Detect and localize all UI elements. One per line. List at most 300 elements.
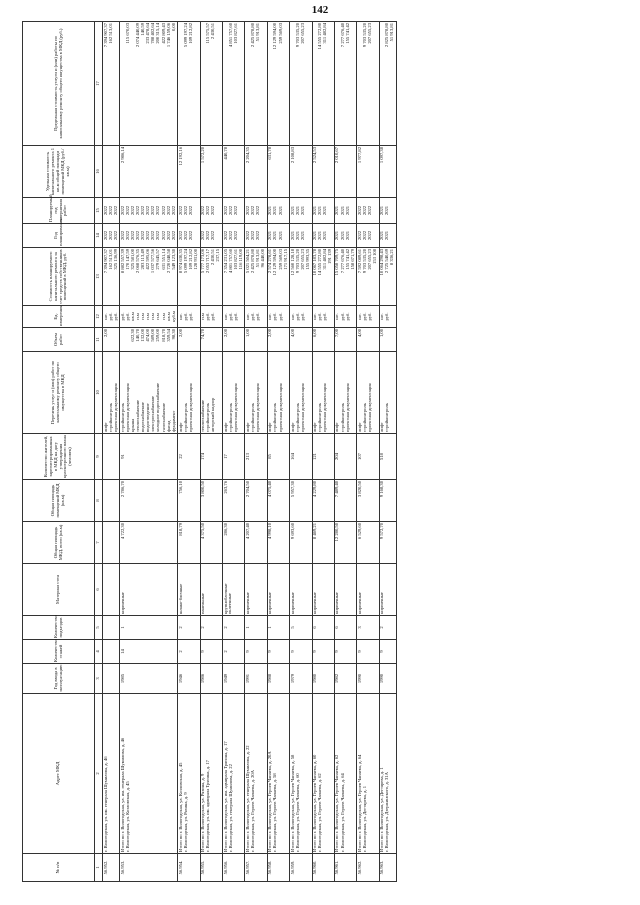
- cell-year: 1990: [357, 664, 379, 694]
- cell-limit: [200, 22, 222, 146]
- cell-line: руб.: [299, 312, 305, 321]
- cell-plan: [245, 224, 267, 248]
- cell-line: [114, 23, 119, 144]
- cell-line: [368, 329, 373, 350]
- cell-line: 2022: [227, 230, 233, 241]
- cell-line: 7 394 907,37: [102, 23, 108, 48]
- cell-line: Итого по г. Вологодская, ул. Дегтярева, д. 1: [379, 767, 385, 852]
- column-number: 1: [95, 854, 103, 882]
- cell-line: проектная документация: [299, 383, 305, 432]
- table-row: [312, 22, 334, 882]
- cell-line: 2022: [155, 205, 161, 216]
- cell-line: 2 053 717,17: [205, 249, 211, 274]
- cell-line: руб.: [272, 312, 278, 321]
- cell-material: крупноблочные оклеенные: [223, 564, 245, 616]
- cell-line: стройконтроль: [384, 403, 390, 432]
- cell-area-rooms: 4 075,40: [267, 480, 289, 522]
- cell-line: руб.: [339, 312, 345, 321]
- cell-floors: 9: [200, 640, 222, 664]
- cell-plan: [178, 224, 200, 248]
- cell-line: п.м: [200, 313, 206, 320]
- cell-line: 2022: [361, 205, 367, 216]
- cell-entrances: 1: [267, 616, 289, 640]
- cell-line: 140,70: [135, 329, 141, 342]
- cell-line: Итого по г. Вологодская, ул. Героев Чапаева, д. 62: [334, 754, 340, 852]
- cell-line: [234, 329, 239, 350]
- cell-done: [267, 198, 289, 224]
- table-row: [334, 22, 356, 882]
- cell-line: 2022: [367, 230, 372, 241]
- cell-line: 2021: [294, 230, 300, 241]
- cell-cost: [290, 248, 312, 306]
- cell-entrances: 2: [200, 616, 222, 640]
- cell-line: 2022: [177, 205, 183, 216]
- cell-line: проектная документация: [322, 383, 328, 432]
- cell-line: 259 569,03: [277, 23, 283, 44]
- cell-floors: 9: [357, 640, 379, 664]
- cell-volume: [290, 328, 312, 352]
- cell-line: 1,00: [379, 329, 385, 338]
- cell-line: [346, 329, 351, 350]
- cell-line: 2022: [177, 230, 183, 241]
- cell-line: Итого по г. Вологодская, ул. им. адмирала Трясина, д. 17: [222, 741, 228, 852]
- cell-cost: [267, 248, 289, 306]
- cell-line: 1 746 159,06: [165, 23, 171, 48]
- cell-line: 2021: [322, 205, 328, 216]
- cell-cost: [223, 248, 245, 306]
- cell-line: 8 974 630,35: [177, 249, 183, 274]
- cell-line: 140,59: [140, 23, 146, 36]
- cell-line: 9 703 535,20: [294, 249, 300, 274]
- cell-line: 818,70: [160, 329, 166, 342]
- cell-cost: [103, 248, 120, 306]
- cell-line: 2021: [267, 230, 273, 241]
- cell-line: 7 277 676,40: [339, 23, 345, 48]
- cell-line: 259 569,03: [277, 249, 283, 270]
- cell-volume: [334, 328, 356, 352]
- cell-line: 8 336,21: [389, 249, 395, 266]
- cell-cost: [334, 248, 356, 306]
- column-number: 9: [95, 434, 103, 480]
- cell-line: кв.м: [165, 312, 171, 321]
- cell-line: 2021: [289, 230, 295, 241]
- cell-line: [323, 329, 328, 350]
- cell-specific: 2 010,67: [334, 146, 356, 198]
- cell-address: [245, 694, 267, 854]
- cell-cost: [200, 248, 222, 306]
- cell-line: п.м: [145, 313, 151, 320]
- cell-line: [385, 329, 390, 350]
- cell-works: [200, 352, 222, 434]
- cell-works: [379, 352, 396, 434]
- cell-material: [103, 564, 120, 616]
- rotated-table-wrapper: [22, 22, 620, 882]
- cell-line: [211, 329, 216, 350]
- cell-line: холодное водоснабжение: [155, 382, 161, 432]
- cell-line: 2022: [210, 205, 216, 216]
- cell-floors: 9: [312, 640, 334, 664]
- cell-line: лифт: [102, 422, 108, 432]
- cell-line: 2021: [344, 230, 350, 241]
- cell-line: 5 099 197,24: [182, 23, 188, 48]
- cell-line: 2022: [182, 230, 188, 241]
- cell-unit: [223, 306, 245, 328]
- cell-area: 9 693,60: [290, 522, 312, 564]
- table-row: [103, 22, 120, 882]
- cell-line: 2022: [182, 205, 188, 216]
- cell-entrances: 2: [178, 616, 200, 640]
- cell-residents: 121: [312, 434, 334, 480]
- cell-line: 2021: [272, 205, 278, 216]
- cell-line: руб.: [232, 312, 238, 321]
- cell-material: кирпичные: [357, 564, 379, 616]
- cell-line: 2022: [205, 205, 211, 216]
- cell-line: 2022: [160, 230, 166, 241]
- cell-line: водоснабжение: [140, 402, 146, 432]
- cell-cost: [312, 248, 334, 306]
- cell-line: лифт: [289, 422, 295, 432]
- cell-area: 4 998,10: [267, 522, 289, 564]
- cell-line: лифт: [177, 422, 183, 432]
- cell-line: 207 655,23: [299, 249, 305, 270]
- cell-line: 2 430,51: [210, 23, 216, 40]
- cell-line: 2022: [107, 205, 113, 216]
- cell-area: 4 207,40: [245, 522, 267, 564]
- cell-area: 6 529,60: [357, 522, 379, 564]
- cell-works: [334, 352, 356, 434]
- cell-line: руб.: [277, 312, 283, 321]
- cell-line: 2021: [294, 205, 300, 216]
- column-number: 13: [95, 248, 103, 306]
- cell-limit: [312, 22, 334, 146]
- cell-line: 2022: [244, 230, 250, 241]
- cell-entrances: 2: [379, 616, 396, 640]
- cell-plan: [357, 224, 379, 248]
- cell-floors: 2: [178, 640, 200, 664]
- cell-line: 2022: [170, 205, 176, 216]
- cell-line: Итого по г. Вологодская, ул. Козловская, д. 45: [177, 762, 183, 852]
- cell-line: руб.: [119, 312, 125, 321]
- cell-line: 2,00: [102, 329, 108, 338]
- cell-line: 631 551,14: [160, 249, 166, 270]
- cell-line: 2022: [244, 205, 250, 216]
- cell-line: 51 913,81: [255, 23, 261, 42]
- cell-line: 2021: [277, 205, 283, 216]
- cell-year: [103, 664, 120, 694]
- cell-line: 7 354 231,05: [222, 249, 228, 274]
- table-row: [120, 22, 178, 882]
- cell-line: 2022: [129, 205, 135, 216]
- cell-address: [120, 694, 178, 854]
- cell-line: 2022: [227, 205, 233, 216]
- cell-line: 128 931,00: [193, 249, 199, 270]
- cell-unit: [103, 306, 120, 328]
- cell-line: стройконтроль: [361, 403, 367, 432]
- cell-line: 2,00: [177, 329, 183, 338]
- cell-line: 283 113,49: [140, 249, 146, 270]
- cell-line: 2022: [140, 205, 146, 216]
- cell-line: руб.: [227, 312, 233, 321]
- cell-volume: [245, 328, 267, 352]
- column-header: Удельная стоимость капитального ремонта 1 кв.м общей площади помещений МКД (руб./кв.м): [23, 146, 95, 198]
- cell-year: 1990: [379, 664, 396, 694]
- cell-area-rooms: [103, 480, 120, 522]
- cell-line: г. Вологодская, ул. Героев Чапаева, д. 60: [294, 773, 300, 852]
- cell-line: 2022: [255, 205, 261, 216]
- cell-floors: 9: [334, 640, 356, 664]
- cell-line: лифт: [267, 422, 273, 432]
- cell-specific: 631,78: [267, 146, 289, 198]
- cell-line: руб.: [384, 312, 390, 321]
- cell-num: 56.953.: [120, 854, 178, 882]
- cell-works: [178, 352, 200, 434]
- cell-line: г. Вологодская, ул. Дегтярева, д. 1: [361, 785, 367, 852]
- cell-line: 5 099 197,24: [182, 249, 188, 274]
- cell-specific: 2 986,14: [120, 146, 178, 198]
- cell-line: шт.: [312, 313, 318, 320]
- cell-line: 2022: [102, 230, 108, 241]
- cell-entrances: 3: [357, 616, 379, 640]
- cell-volume: [379, 328, 396, 352]
- cell-plan: [223, 224, 245, 248]
- cell-unit: [334, 306, 356, 328]
- cell-line: руб.: [317, 312, 323, 321]
- cell-plan: [379, 224, 396, 248]
- cell-area: [103, 522, 120, 564]
- cell-line: 12 560 128,18: [289, 249, 295, 276]
- cell-line: Итого по г. Вологодская, ул. Рязина, д. 9: [200, 773, 206, 852]
- column-header: Год планирования: [23, 224, 95, 248]
- cell-line: [189, 329, 194, 350]
- cell-volume: [200, 328, 222, 352]
- cell-line: 2,00: [222, 329, 228, 338]
- cell-line: 98,30: [170, 329, 176, 340]
- cell-line: п.м: [150, 313, 156, 320]
- cell-line: 2022: [232, 205, 238, 216]
- cell-year: 1980: [312, 664, 334, 694]
- cell-line: Итого по г. Вологодская, ул. Героев Чапаева, д. 58: [289, 754, 295, 852]
- cell-line: теплоснабжение: [135, 399, 141, 432]
- cell-area-rooms: 9 168,30: [379, 480, 396, 522]
- cell-line: руб.: [188, 312, 193, 321]
- cell-line: 2021: [339, 230, 345, 241]
- cell-specific: 1 977,82: [357, 146, 379, 198]
- column-header: Количество жителей, зарегистрированных в МКД на дату утверждения краткосрочного плана (человек): [23, 434, 95, 480]
- cell-cost: [120, 248, 178, 306]
- cell-material: кирпичные: [312, 564, 334, 616]
- cell-line: 4 851 757,60: [227, 23, 233, 48]
- cell-line: п.м: [140, 313, 146, 320]
- cell-line: 311 482,84: [322, 23, 328, 44]
- cell-cost: [379, 248, 396, 306]
- cell-line: куб.м: [170, 311, 176, 322]
- cell-year: 1982: [334, 664, 356, 694]
- cell-line: кв.м: [129, 312, 135, 321]
- cell-year: 1986: [200, 664, 222, 694]
- cell-line: г. Вологодская, ул. Героев Чапаева, д. 58: [272, 773, 278, 852]
- cell-unit: [178, 306, 200, 328]
- cell-line: 2021: [384, 230, 390, 241]
- cell-line: 2022: [367, 205, 372, 216]
- cell-num: 56.956.: [223, 854, 245, 882]
- cell-line: 207 655,23: [299, 23, 305, 44]
- column-number: 6: [95, 564, 103, 616]
- cell-line: Итого по г. Вологодская, ул. Героев Чапаева, д. 20А: [267, 751, 273, 852]
- cell-entrances: 6: [334, 616, 356, 640]
- column-number: 2: [95, 694, 103, 854]
- cell-material: кирпичные: [334, 564, 356, 616]
- cell-specific: 12 192,16: [178, 146, 200, 198]
- cell-line: теплоснабжение: [200, 399, 206, 432]
- cell-line: 279 645,57: [155, 249, 161, 270]
- cell-limit: [379, 22, 396, 146]
- cell-residents: 17: [223, 434, 245, 480]
- cell-num: 56.963.: [379, 854, 396, 882]
- column-header: Планируемый год завершения работ: [23, 198, 95, 224]
- cell-line: лифт: [312, 422, 318, 432]
- table-body: [103, 22, 397, 882]
- cell-works: [245, 352, 267, 434]
- cell-line: стройконтроль: [339, 403, 345, 432]
- cell-line: руб.: [107, 312, 113, 321]
- cell-line: 325 581,00: [129, 249, 135, 270]
- cell-line: 132,00: [140, 329, 146, 342]
- cell-line: 2 425 878,80: [250, 23, 256, 48]
- cell-area: 818,79: [178, 522, 200, 564]
- cell-line: 2 720 048,58: [165, 249, 171, 274]
- cell-line: 2022: [255, 230, 261, 241]
- cell-line: 422 595,06: [145, 249, 151, 270]
- cell-line: 4,00: [356, 329, 362, 338]
- cell-line: 474,00: [145, 329, 151, 342]
- cell-line: Итого по г. Вологодская, ул. генерала Шумилова, д. 22: [244, 745, 250, 852]
- cell-line: 162 513,01: [107, 249, 113, 270]
- cell-volume: [120, 328, 178, 352]
- cell-line: проектная документация: [344, 383, 350, 432]
- cell-limit: [223, 22, 245, 146]
- cell-line: стройконтроль: [250, 403, 256, 432]
- cell-works: [120, 352, 178, 434]
- cell-done: [103, 198, 120, 224]
- cell-line: 2022: [356, 230, 362, 241]
- cell-line: 2021: [272, 230, 278, 241]
- cell-line: 2022: [200, 230, 206, 241]
- cell-material: панельные: [200, 564, 222, 616]
- cell-line: 14 555 272,80: [317, 23, 323, 50]
- cell-line: 2022: [112, 230, 118, 241]
- cell-residents: 107: [357, 434, 379, 480]
- cell-line: 51 913,81: [389, 23, 395, 42]
- cell-line: 170 147,59: [124, 249, 130, 270]
- column-header: Ед. измерения: [23, 306, 95, 328]
- cell-line: руб.: [182, 312, 188, 321]
- cell-line: руб.: [250, 312, 256, 321]
- cell-line: стройконтроль: [294, 403, 300, 432]
- column-number: 12: [95, 306, 103, 328]
- cell-line: 2022: [135, 230, 141, 241]
- cell-line: 2 725 540,69: [384, 249, 390, 274]
- cell-line: 103 827,61: [232, 249, 238, 270]
- cell-floors: 9: [245, 640, 267, 664]
- cell-line: 115 670,03: [124, 23, 130, 44]
- cell-line: шт.: [334, 313, 340, 320]
- cell-line: 2022: [119, 205, 125, 216]
- cell-line: 2021: [379, 230, 385, 241]
- cell-works: [267, 352, 289, 434]
- cell-line: 2022: [210, 230, 216, 241]
- cell-line: Итого по г. Вологодская, ул. им. генерала Шумилова, д. 46: [119, 737, 125, 852]
- cell-line: 2021: [267, 205, 273, 216]
- cell-line: 207 655,23: [367, 23, 372, 44]
- cell-line: шт.: [379, 313, 385, 320]
- cell-line: 2022: [102, 205, 108, 216]
- column-number: 3: [95, 664, 103, 694]
- cell-unit: [120, 306, 178, 328]
- cell-line: стройконтроль: [317, 403, 323, 432]
- cell-line: стройконтроль: [119, 403, 125, 432]
- column-header: Адрес МКД: [23, 694, 95, 854]
- cell-line: 2021: [299, 205, 305, 216]
- cell-line: 115 575,57: [205, 23, 211, 44]
- cell-line: руб.: [294, 312, 300, 321]
- cell-line: г. Вологодская, ул. Козловская, д. 45: [124, 781, 130, 852]
- cell-line: фасад: [165, 420, 171, 432]
- cell-done: [178, 198, 200, 224]
- column-number: 17: [95, 22, 103, 146]
- column-number: 5: [95, 616, 103, 640]
- cell-line: 155 993,35: [304, 249, 310, 270]
- cell-line: 171 917,15: [282, 249, 288, 270]
- table-header-row: [23, 22, 95, 882]
- cell-line: руб.: [205, 312, 211, 321]
- cell-residents: 204: [334, 434, 356, 480]
- cell-cost: [245, 248, 267, 306]
- cell-line: газоснабжение: [160, 403, 166, 432]
- cell-specific: 440,78: [223, 146, 245, 198]
- cell-line: 325 136,99: [112, 249, 118, 270]
- cell-residents: 22: [178, 434, 200, 480]
- cell-line: 589,00: [150, 329, 156, 342]
- cell-line: 2022: [150, 205, 156, 216]
- cell-specific: 1 572,20: [200, 146, 222, 198]
- cell-line: 51 913,81: [255, 249, 261, 268]
- cell-line: г. Вологодская, ул. Рязина, д. 9: [182, 792, 188, 852]
- cell-num: 56.957.: [245, 854, 267, 882]
- cell-specific: [103, 146, 120, 198]
- cell-line: 7,00: [334, 329, 340, 338]
- cell-line: 207 655,23: [367, 249, 372, 270]
- cell-line: г. Вологодская, ул. Героев Чапаева, д. 62: [317, 773, 323, 852]
- cell-line: 2022: [165, 205, 171, 216]
- cell-line: фундамент: [170, 410, 176, 432]
- cell-line: г. Вологодская, ул. Дзержинского, д. 31А: [384, 772, 390, 852]
- cell-plan: [103, 224, 120, 248]
- cell-limit: [357, 22, 379, 146]
- cell-line: 2022: [112, 205, 118, 216]
- cell-line: лифт: [379, 422, 385, 432]
- cell-line: руб.: [361, 312, 367, 321]
- cell-line: 153 108: [372, 249, 378, 264]
- cell-area: 4 722,30: [120, 522, 178, 564]
- cell-line: 8 882 557,39: [119, 249, 125, 274]
- cell-line: 2022: [165, 230, 171, 241]
- cell-line: 4 801 757,60: [227, 249, 233, 274]
- cell-specific: 2 204,35: [245, 146, 267, 198]
- cell-line: 74,70: [200, 329, 206, 340]
- column-number: 8: [95, 480, 103, 522]
- cell-line: 2 574 278,61: [267, 249, 273, 274]
- cell-line: 9 703 535,20: [361, 249, 367, 274]
